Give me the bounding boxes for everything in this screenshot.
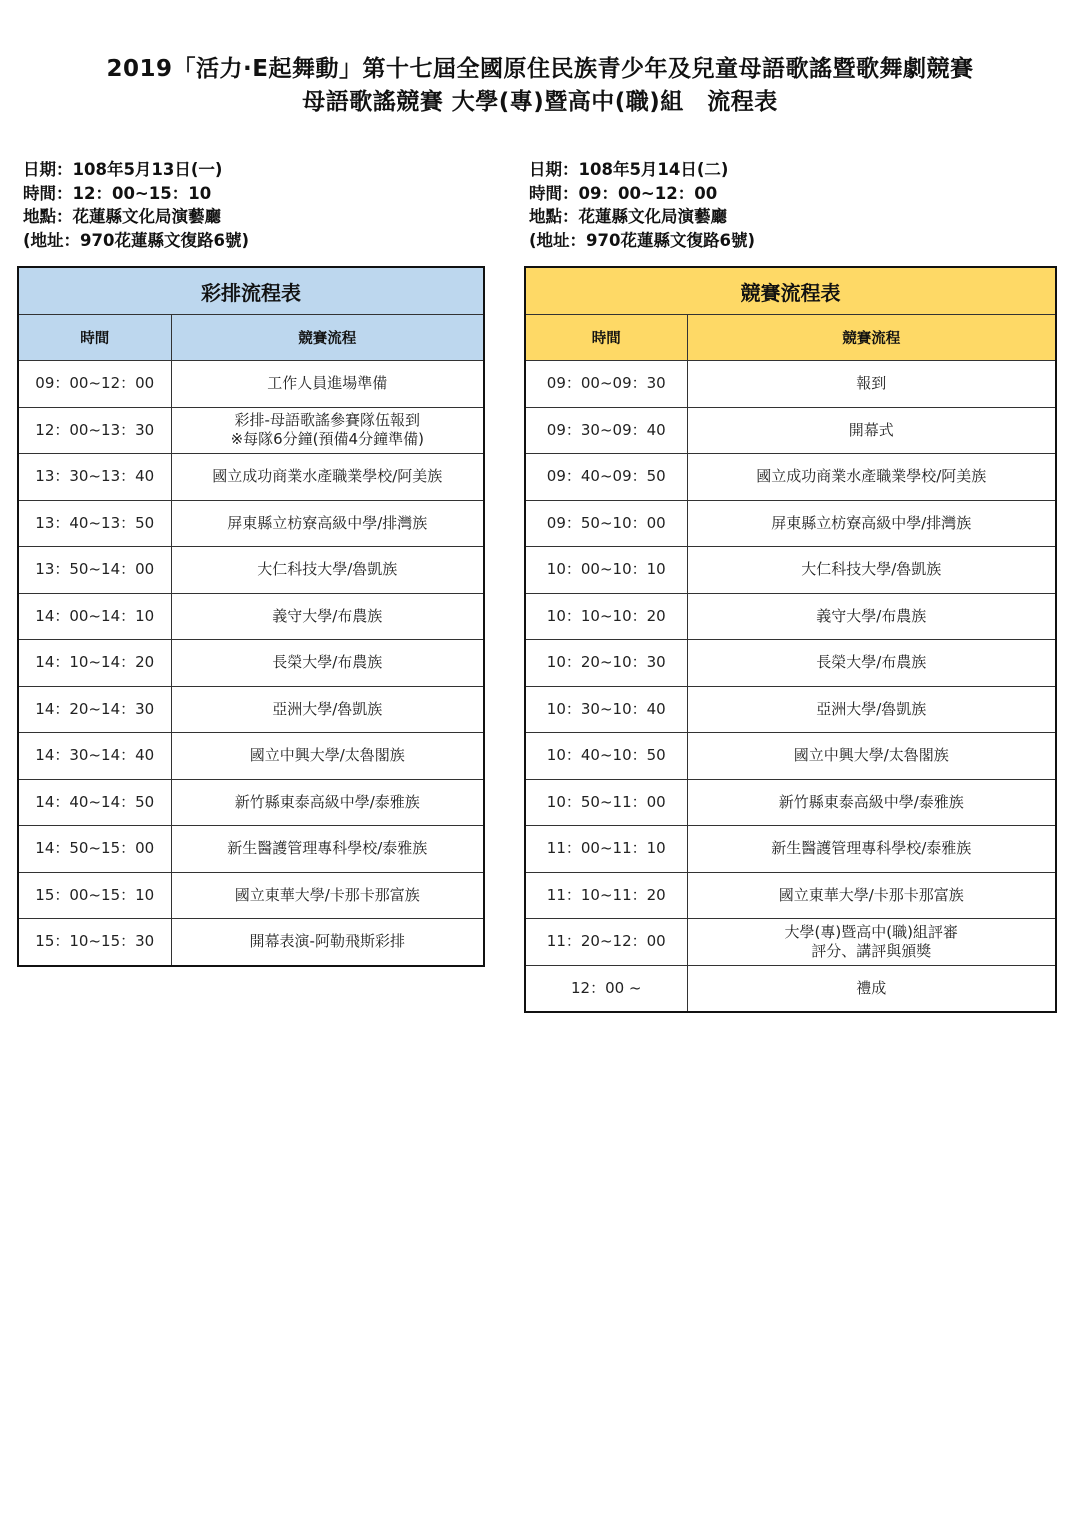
rehearsal-row-time: 14：30~14：40 — [18, 733, 171, 780]
rehearsal-row-time: 14：00~14：10 — [18, 593, 171, 640]
competition-row-flow — [687, 361, 1056, 408]
rehearsal-row-flow-line1: 國立中興大學/太魯閣族 — [249, 746, 405, 765]
rehearsal-row — [18, 454, 484, 501]
rehearsal-row-flow-line1: 國立成功商業水產職業學校/阿美族 — [212, 467, 443, 486]
rehearsal-row-flow — [171, 454, 484, 501]
rehearsal-row-time: 13：40~13：50 — [18, 500, 171, 547]
rehearsal-table-caption: 彩排流程表 — [18, 267, 484, 315]
rehearsal-row — [18, 919, 484, 966]
rehearsal-row-flow-line1: 屏東縣立枋寮高級中學/排灣族 — [227, 513, 428, 532]
page-subtitle: 母語歌謠競賽 大學(專)暨高中(職)組 流程表 — [302, 89, 778, 115]
rehearsal-row-flow — [171, 500, 484, 547]
rehearsal-row-flow-line1: 新生醫護管理專科學校/泰雅族 — [227, 839, 428, 858]
competition-row-flow — [687, 500, 1056, 547]
rehearsal-row-flow-line1: 亞洲大學/魯凱族 — [272, 699, 383, 718]
rehearsal-row-time: 14：10~14：20 — [18, 640, 171, 687]
competition-row-flow-line1: 大仁科技大學/魯凱族 — [801, 560, 942, 579]
competition-row-time: 09：50~10：00 — [525, 500, 687, 547]
rehearsal-row — [18, 872, 484, 919]
rehearsal-row-flow-line1: 工作人員進場準備 — [267, 374, 388, 393]
competition-row-flow-line1: 禮成 — [856, 978, 887, 997]
competition-row — [525, 965, 1056, 1012]
competition-row — [525, 407, 1056, 454]
competition-row — [525, 872, 1056, 919]
rehearsal-row-flow — [171, 919, 484, 966]
competition-row-time: 09：00~09：30 — [525, 361, 687, 408]
competition-row — [525, 919, 1056, 966]
competition-row-flow-line1: 屏東縣立枋寮高級中學/排灣族 — [771, 513, 972, 532]
rehearsal-date: 日期：108年5月13日(一) — [23, 160, 223, 179]
rehearsal-row-flow — [171, 361, 484, 408]
competition-address: (地址：970花蓮縣文復路6號) — [529, 230, 756, 250]
rehearsal-row-time: 09：00~12：00 — [18, 361, 171, 408]
competition-row-flow — [687, 919, 1056, 966]
competition-row — [525, 500, 1056, 547]
rehearsal-row-flow — [171, 547, 484, 594]
competition-time: 時間：09：00~12：00 — [529, 183, 718, 203]
rehearsal-row-flow-line1: 國立東華大學/卡那卡那富族 — [234, 885, 420, 904]
competition-row-flow — [687, 454, 1056, 501]
competition-row — [525, 779, 1056, 826]
rehearsal-time: 時間：12：00~15：10 — [23, 183, 212, 203]
competition-row-flow-line1: 國立成功商業水產職業學校/阿美族 — [756, 467, 987, 486]
rehearsal-row — [18, 500, 484, 547]
competition-row-flow-line1: 亞洲大學/魯凱族 — [816, 699, 927, 718]
competition-row-flow-line1: 新生醫護管理專科學校/泰雅族 — [771, 839, 972, 858]
competition-row-flow — [687, 547, 1056, 594]
rehearsal-place: 地點：花蓮縣文化局演藝廳 — [23, 207, 221, 226]
competition-row-flow — [687, 686, 1056, 733]
competition-row-time: 10：20~10：30 — [525, 640, 687, 687]
rehearsal-col-time: 時間 — [18, 315, 171, 361]
competition-row-flow — [687, 407, 1056, 454]
competition-row-flow-line1: 報到 — [856, 374, 887, 393]
competition-row-flow-line1: 國立中興大學/太魯閣族 — [793, 746, 949, 765]
competition-row-time: 09：40~09：50 — [525, 454, 687, 501]
competition-row-flow-line1: 大學(專)暨高中(職)組評審 — [784, 922, 958, 941]
competition-date: 日期：108年5月14日(二) — [529, 160, 729, 179]
rehearsal-row-flow — [171, 407, 484, 454]
rehearsal-row-flow-line1: 長榮大學/布農族 — [272, 653, 383, 672]
competition-col-flow: 競賽流程 — [687, 315, 1056, 361]
competition-row — [525, 454, 1056, 501]
rehearsal-row — [18, 593, 484, 640]
competition-col-time: 時間 — [525, 315, 687, 361]
competition-row-time: 10：00~10：10 — [525, 547, 687, 594]
rehearsal-row-flow — [171, 733, 484, 780]
competition-row — [525, 640, 1056, 687]
competition-row-flow — [687, 872, 1056, 919]
competition-row-flow-line1: 長榮大學/布農族 — [816, 653, 927, 672]
rehearsal-row — [18, 547, 484, 594]
competition-row-time: 09：30~09：40 — [525, 407, 687, 454]
competition-row-time: 10：30~10：40 — [525, 686, 687, 733]
competition-row — [525, 733, 1056, 780]
competition-row-time: 10：50~11：00 — [525, 779, 687, 826]
competition-row-time: 10：10~10：20 — [525, 593, 687, 640]
competition-place: 地點：花蓮縣文化局演藝廳 — [529, 207, 727, 226]
rehearsal-row-flow-line1: 開幕表演-阿勒飛斯彩排 — [249, 932, 405, 951]
rehearsal-row — [18, 686, 484, 733]
competition-row-flow — [687, 640, 1056, 687]
rehearsal-row-time: 13：50~14：00 — [18, 547, 171, 594]
competition-row-flow-line1: 新竹縣東泰高級中學/泰雅族 — [778, 792, 964, 811]
rehearsal-row-flow-line1: 大仁科技大學/魯凱族 — [257, 560, 398, 579]
rehearsal-row — [18, 640, 484, 687]
competition-info — [529, 158, 755, 252]
rehearsal-row-time: 14：50~15：00 — [18, 826, 171, 873]
page-title: 2019「活力·E起舞動」第十七屆全國原住民族青少年及兒童母語歌謠暨歌舞劇競賽 — [106, 56, 974, 82]
rehearsal-row-flow — [171, 826, 484, 873]
competition-row — [525, 361, 1056, 408]
rehearsal-row — [18, 779, 484, 826]
rehearsal-row-time: 12：00~13：30 — [18, 407, 171, 454]
rehearsal-row-flow — [171, 593, 484, 640]
competition-row-time: 11：10~11：20 — [525, 872, 687, 919]
rehearsal-row-flow-line1: 新竹縣東泰高級中學/泰雅族 — [234, 792, 420, 811]
rehearsal-row-flow — [171, 872, 484, 919]
competition-row — [525, 547, 1056, 594]
rehearsal-row-flow — [171, 640, 484, 687]
rehearsal-row-flow-line1: 義守大學/布農族 — [272, 606, 383, 625]
rehearsal-row-flow-line2: ※每隊6分鐘(預備4分鐘準備) — [230, 430, 424, 449]
rehearsal-row-time: 13：30~13：40 — [18, 454, 171, 501]
rehearsal-row-time: 15：10~15：30 — [18, 919, 171, 966]
rehearsal-address: (地址：970花蓮縣文復路6號) — [23, 230, 250, 250]
competition-table — [524, 266, 1057, 1013]
rehearsal-row — [18, 407, 484, 454]
competition-row-flow — [687, 965, 1056, 1012]
competition-row-flow — [687, 593, 1056, 640]
rehearsal-row-flow — [171, 686, 484, 733]
competition-row-flow — [687, 779, 1056, 826]
rehearsal-row-time: 14：40~14：50 — [18, 779, 171, 826]
competition-table-caption: 競賽流程表 — [525, 267, 1056, 315]
rehearsal-info — [23, 158, 249, 252]
competition-row-time: 11：20~12：00 — [525, 919, 687, 966]
competition-row-flow-line1: 義守大學/布農族 — [816, 606, 927, 625]
competition-row — [525, 593, 1056, 640]
competition-row-flow-line1: 國立東華大學/卡那卡那富族 — [778, 885, 964, 904]
rehearsal-row — [18, 826, 484, 873]
competition-row-time: 12：00 ~ — [525, 965, 687, 1012]
competition-row — [525, 826, 1056, 873]
competition-row-flow-line2: 評分、講評與頒獎 — [811, 941, 932, 960]
competition-row-time: 10：40~10：50 — [525, 733, 687, 780]
rehearsal-row — [18, 361, 484, 408]
rehearsal-row-flow — [171, 779, 484, 826]
rehearsal-row-flow-line1: 彩排-母語歌謠參賽隊伍報到 — [234, 411, 420, 430]
rehearsal-row-time: 15：00~15：10 — [18, 872, 171, 919]
rehearsal-col-flow: 競賽流程 — [171, 315, 484, 361]
rehearsal-table — [17, 266, 485, 967]
competition-row-flow-line1: 開幕式 — [848, 420, 894, 439]
competition-row-flow — [687, 826, 1056, 873]
competition-row — [525, 686, 1056, 733]
competition-row-time: 11：00~11：10 — [525, 826, 687, 873]
rehearsal-row — [18, 733, 484, 780]
competition-row-flow — [687, 733, 1056, 780]
rehearsal-row-time: 14：20~14：30 — [18, 686, 171, 733]
